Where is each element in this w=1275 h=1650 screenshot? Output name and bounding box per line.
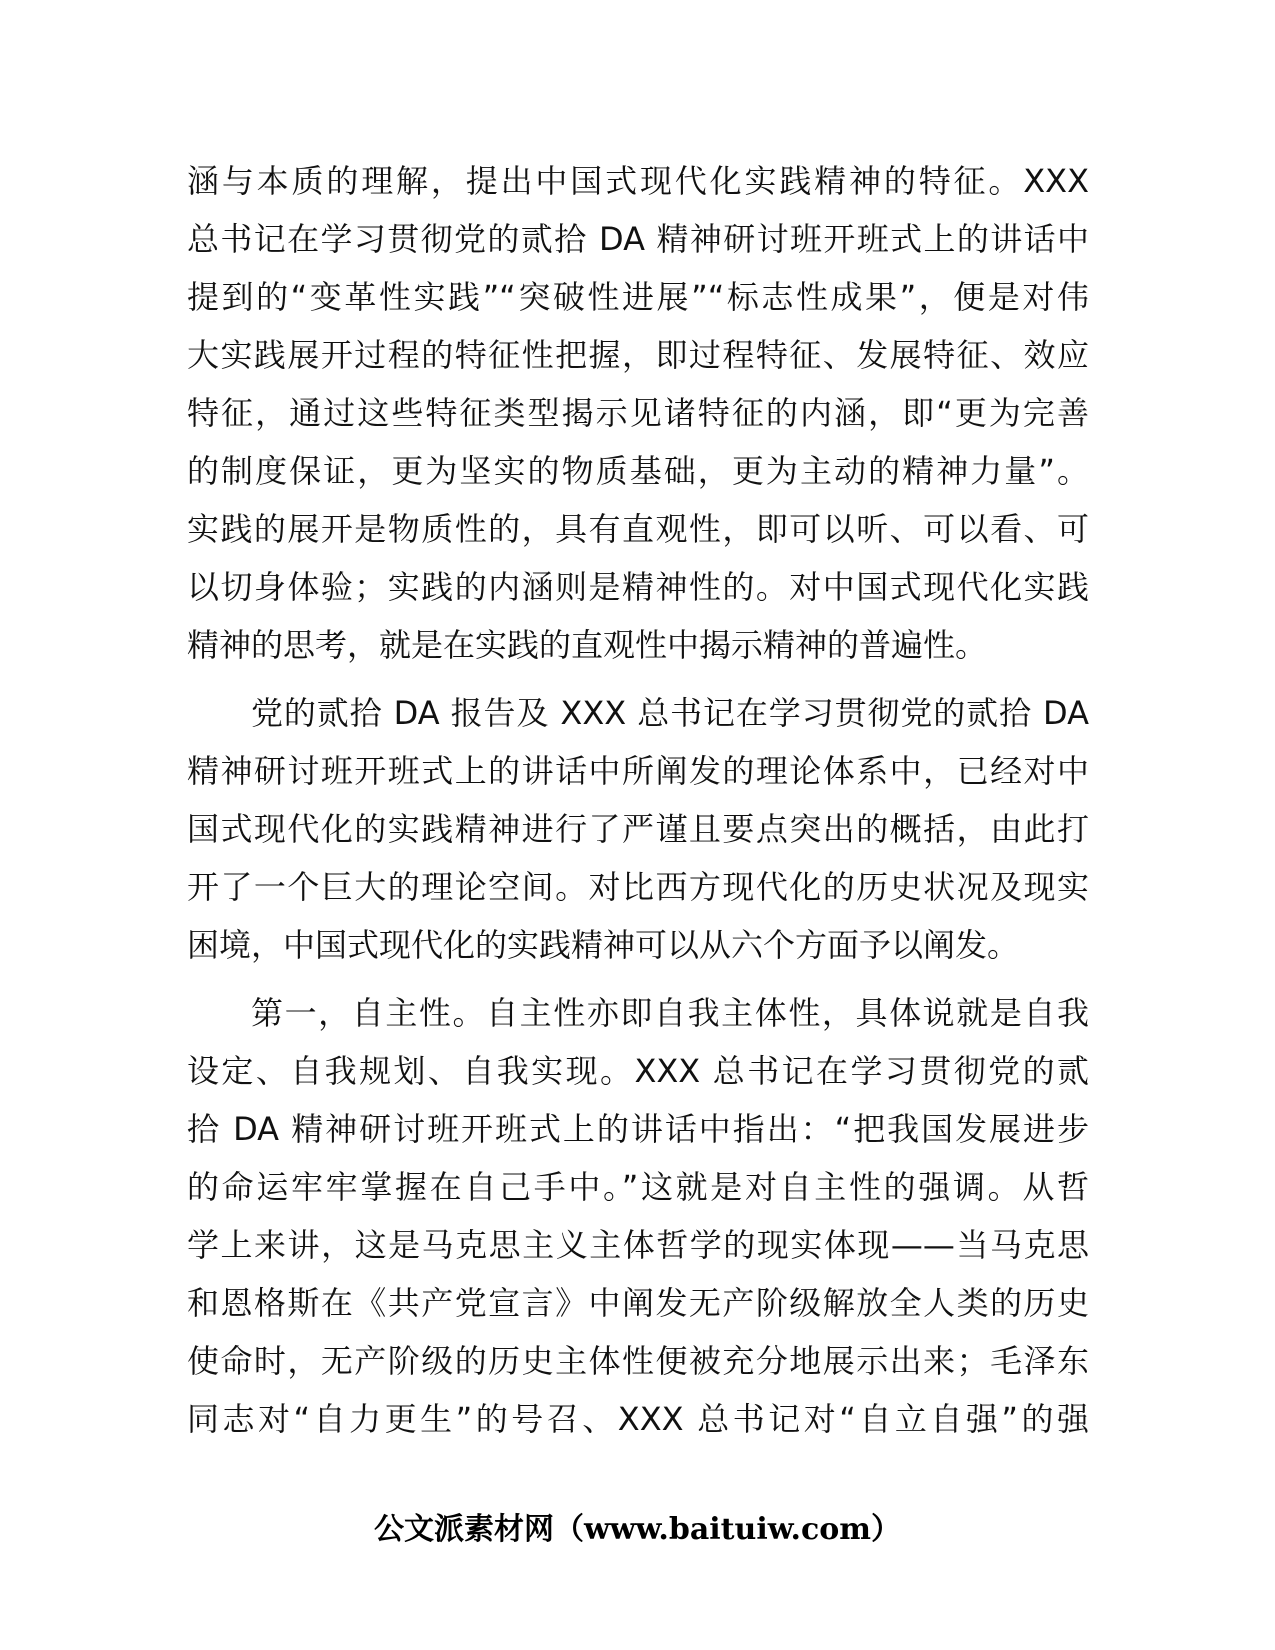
paragraph-3 bbox=[187, 984, 1089, 1448]
text-line: 总书记在学习贯彻党的贰拾 DA 精神研讨班开班式上的讲话中 bbox=[187, 220, 1089, 258]
text-line: 提到的“变革性实践”“突破性进展”“标志性成果”，便是对伟 bbox=[187, 278, 1089, 316]
text-line: 精神的思考，就是在实践的直观性中揭示精神的普遍性。 bbox=[187, 626, 988, 664]
text-line: 拾 DA 精神研讨班开班式上的讲话中指出：“把我国发展进步 bbox=[187, 1110, 1089, 1148]
text-line: 以切身体验；实践的内涵则是精神性的。对中国式现代化实践 bbox=[187, 568, 1089, 606]
text-line: 特征，通过这些特征类型揭示见诸特征的内涵，即“更为完善 bbox=[187, 394, 1089, 432]
text-line: 和恩格斯在《共产党宣言》中阐发无产阶级解放全人类的历史 bbox=[187, 1284, 1089, 1322]
paragraph-2 bbox=[187, 684, 1089, 974]
text-line: 国式现代化的实践精神进行了严谨且要点突出的概括，由此打 bbox=[187, 810, 1089, 848]
text-line: 实践的展开是物质性的，具有直观性，即可以听、可以看、可 bbox=[187, 510, 1089, 548]
text-line: 涵与本质的理解，提出中国式现代化实践精神的特征。XXX bbox=[187, 162, 1089, 200]
text-line: 开了一个巨大的理论空间。对比西方现代化的历史状况及现实 bbox=[187, 868, 1089, 906]
text-line: 的命运牢牢掌握在自己手中。”这就是对自主性的强调。从哲 bbox=[187, 1168, 1089, 1206]
page-footer: 公文派素材网（www.baituiw.com） bbox=[373, 1512, 902, 1547]
text-line: 学上来讲，这是马克思主义主体哲学的现实体现——当马克思 bbox=[187, 1226, 1089, 1264]
text-line: 大实践展开过程的特征性把握，即过程特征、发展特征、效应 bbox=[187, 336, 1089, 374]
text-line: 精神研讨班开班式上的讲话中所阐发的理论体系中，已经对中 bbox=[187, 752, 1089, 790]
text-line: 党的贰拾 DA 报告及 XXX 总书记在学习贯彻党的贰拾 DA bbox=[251, 694, 1089, 732]
text-line: 的制度保证，更为坚实的物质基础，更为主动的精神力量”。 bbox=[187, 452, 1089, 490]
text-line: 第一，自主性。自主性亦即自我主体性，具体说就是自我 bbox=[251, 994, 1089, 1032]
text-line: 困境，中国式现代化的实践精神可以从六个方面予以阐发。 bbox=[187, 926, 1020, 964]
text-line: 使命时，无产阶级的历史主体性便被充分地展示出来；毛泽东 bbox=[187, 1342, 1089, 1380]
text-line: 设定、自我规划、自我实现。XXX 总书记在学习贯彻党的贰 bbox=[187, 1052, 1089, 1090]
paragraph-1 bbox=[187, 152, 1089, 674]
document-body bbox=[187, 152, 1089, 1448]
text-line: 同志对“自力更生”的号召、XXX 总书记对“自立自强”的强 bbox=[187, 1400, 1089, 1438]
